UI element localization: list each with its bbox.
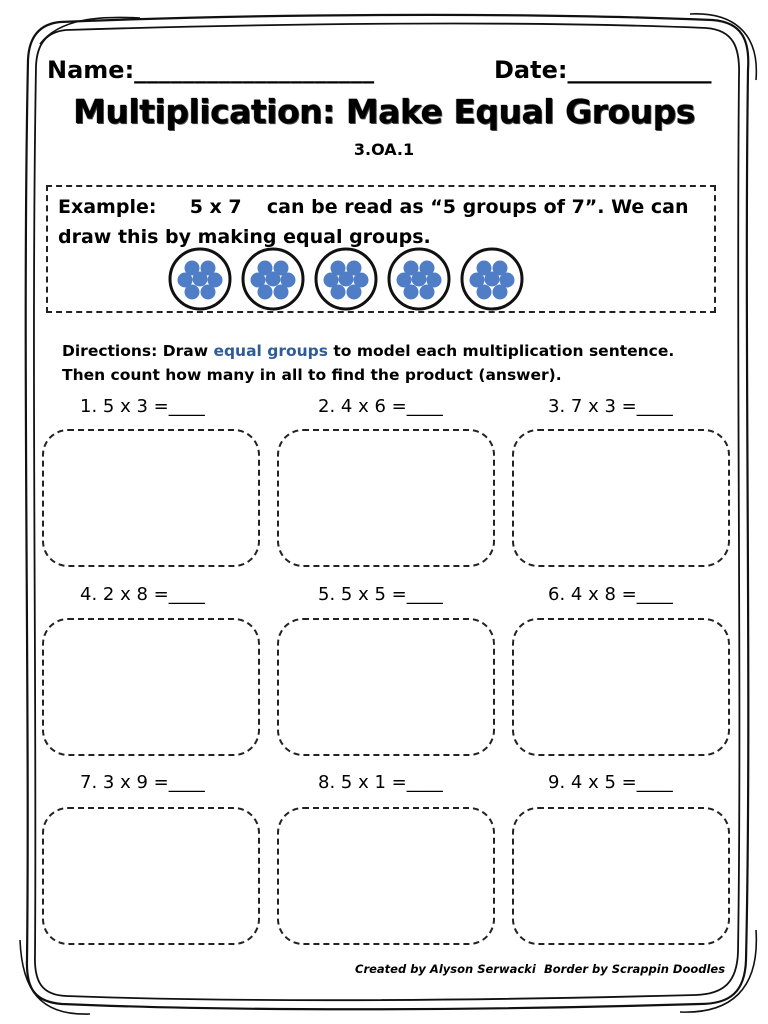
problem-6-label: 6. 4 x 8 =____ [548,584,673,605]
problem-5-label: 5. 5 x 5 =____ [318,584,443,605]
example-group-4 [389,249,449,309]
directions-text-b: to model each multiplication sentence. [328,342,675,360]
example-group-1 [170,249,230,309]
group-dot [185,285,200,300]
group-dot [347,285,362,300]
directions-highlight: equal groups [213,342,328,360]
example-explanation: can be read as “5 groups of 7”. We can [266,196,689,218]
problem-9-label: 9. 4 x 5 =____ [548,772,673,793]
example-group-2 [243,249,303,309]
example-group-3 [316,249,376,309]
group-dot [404,285,419,300]
group-dot [412,272,427,287]
group-dot [258,285,273,300]
problem-4-drawing-area[interactable] [42,618,260,756]
group-dot [339,272,354,287]
example-expression: 5 x 7 [189,196,242,218]
problem-2-label: 2. 4 x 6 =____ [318,396,443,417]
group-dot [485,272,500,287]
example-group-5 [462,249,522,309]
example-line-2: draw this by making equal groups. [58,226,431,248]
group-dot [331,285,346,300]
group-dot [201,285,216,300]
problem-1-label: 1. 5 x 3 =____ [80,396,205,417]
problem-7-drawing-area[interactable] [42,807,260,945]
problem-7-label: 7. 3 x 9 =____ [80,772,205,793]
problem-4-label: 4. 2 x 8 =____ [80,584,205,605]
group-dot [274,285,289,300]
problem-8-drawing-area[interactable] [277,807,495,945]
problem-9-drawing-area[interactable] [512,807,730,945]
created-by-credit: Created by Alyson Serwacki [355,962,536,976]
problem-2-drawing-area[interactable] [277,429,495,567]
problem-1-drawing-area[interactable] [42,429,260,567]
group-dot [477,285,492,300]
problem-3-drawing-area[interactable] [512,429,730,567]
problem-6-drawing-area[interactable] [512,618,730,756]
problem-3-label: 3. 7 x 3 =____ [548,396,673,417]
example-groups-illustration [166,246,530,312]
example-label: Example: [58,196,157,218]
group-dot [193,272,208,287]
problem-5-drawing-area[interactable] [277,618,495,756]
directions-line-2: Then count how many in all to find the product (answer). [62,366,562,384]
date-field-label: Date:____________ [494,56,712,84]
problem-8-label: 8. 5 x 1 =____ [318,772,443,793]
name-field-label: Name:____________________ [47,56,375,84]
worksheet-title: Multiplication: Make Equal Groups [73,92,695,131]
example-line-1 [58,196,689,218]
group-dot [420,285,435,300]
directions-text-a: Directions: Draw [62,342,214,360]
group-dot [493,285,508,300]
standard-code: 3.OA.1 [353,140,415,159]
group-dot [266,272,281,287]
directions-line-1 [62,342,674,360]
border-by-credit: Border by Scrappin Doodles [544,962,726,976]
